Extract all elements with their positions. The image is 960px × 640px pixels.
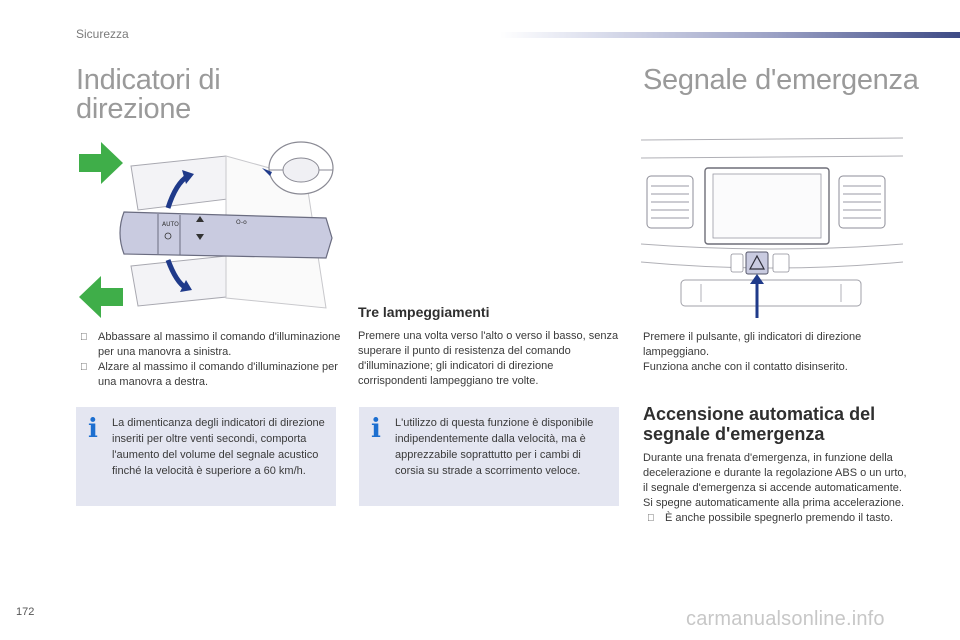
hazard-lights-text	[643, 330, 913, 375]
bullet-arrow-icon	[80, 330, 88, 345]
hazard-lights-text-2: Funziona anche con il contatto disinserito.	[643, 361, 848, 373]
bullet-arrow-icon	[80, 360, 88, 375]
page-title-turn-signals: Indicatori di direzione	[76, 64, 221, 125]
info-box-lane-change: i L'utilizzo di questa funzione è disponibile indipendentemente dalla velocità, ma è apprezzabile soprattutto per i cambi di corsia su strade a scorrimento veloce.	[359, 407, 619, 506]
heading-three-flashes: Tre lampeggiamenti	[358, 304, 490, 320]
three-flashes-text: Premere una volta verso l'alto o verso il basso, senza superare il punto di resistenza del comando d'illuminazione; gli indicatori di direzione corrispondenti lampeggiano tre volte.	[358, 330, 619, 387]
list-item: Abbassare al massimo il comando d'illuminazione per una manovra a sinistra.	[76, 330, 341, 360]
list-item: Alzare al massimo il comando d'illuminazione per una manovra a destra.	[76, 360, 341, 390]
page-number: 172	[16, 606, 35, 618]
dashboard-hazard-button-illustration	[641, 134, 903, 320]
page-title-hazard-lights: Segnale d'emergenza	[643, 64, 919, 96]
info-icon: i	[371, 414, 381, 444]
watermark: carmanualsonline.info	[686, 608, 885, 630]
section-label: Sicurezza	[76, 27, 129, 41]
hazard-lights-text-1: Premere il pulsante, gli indicatori di direzione lampeggiano.	[643, 331, 862, 358]
bullet-arrow-icon	[647, 511, 655, 526]
list-item: È anche possibile spegnerlo premendo il tasto.	[643, 511, 913, 526]
info-box-turn-signal-reminder: i La dimenticanza degli indicatori di direzione inseriti per oltre venti secondi, comporta l'aumento del volume del segnale acustico finché la velocità è superiore a 60 km/h.	[76, 407, 336, 506]
arrow-left-icon	[79, 276, 123, 318]
automatic-hazard-text-1: Durante una frenata d'emergenza, in funzione della decelerazione e durante la regolazione ABS o un urto, il segnale d'emergenza si accende automaticamente.	[643, 452, 907, 494]
turn-signal-instructions	[76, 330, 341, 390]
header-bar	[500, 32, 960, 38]
automatic-hazard-text	[643, 451, 913, 526]
svg-text:O-o: O-o	[236, 219, 247, 226]
info-icon: i	[88, 414, 98, 444]
heading-automatic-hazard: Accensione automatica del segnale d'emergenza	[643, 404, 876, 444]
arrow-right-icon	[79, 142, 123, 184]
svg-text:AUTO: AUTO	[162, 221, 179, 228]
automatic-hazard-text-2: Si spegne automaticamente alla prima accelerazione.	[643, 497, 905, 509]
